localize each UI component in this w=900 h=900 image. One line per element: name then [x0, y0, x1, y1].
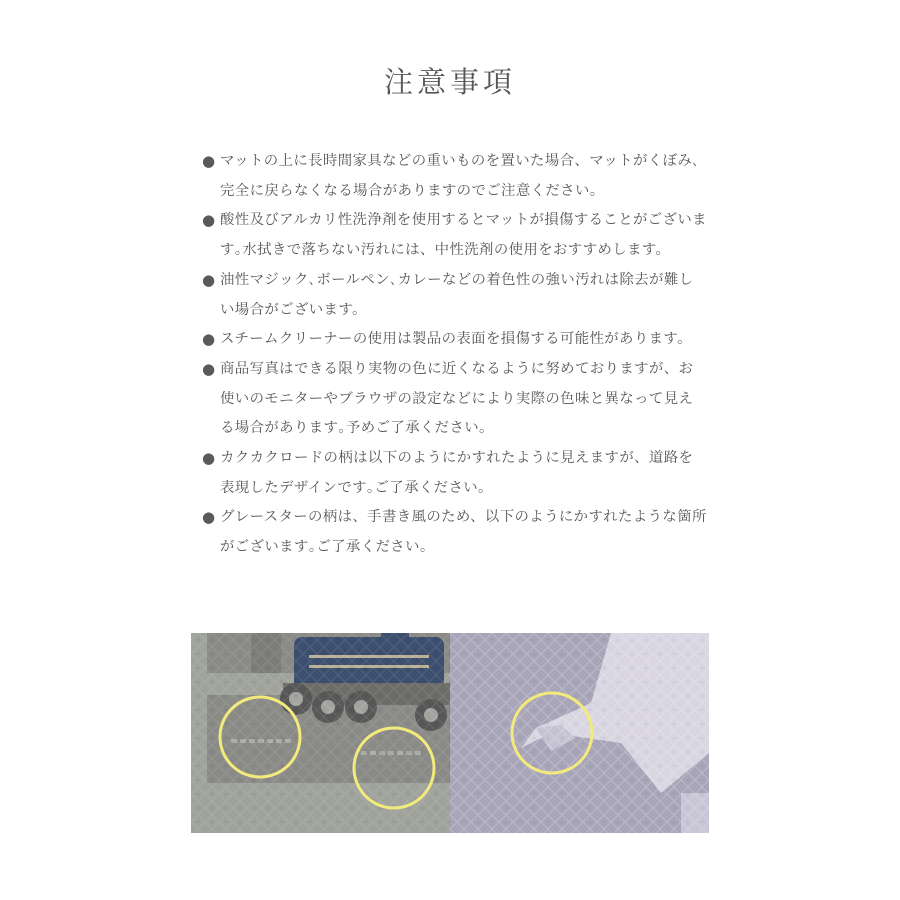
caution-item — [202, 503, 707, 562]
gray-star-pattern-photo — [450, 633, 709, 833]
caution-item — [202, 266, 707, 325]
caution-item — [202, 206, 707, 265]
caution-text: 油性マジック､ボールペン､カレーなどの着色性の強い汚れは除去が難しい場合がございます。 — [220, 271, 694, 318]
road-pattern-photo — [191, 633, 450, 833]
caution-item — [202, 147, 707, 206]
bullet-icon: ● — [202, 508, 216, 527]
caution-text: マットの上に長時間家具などの重いものを置いた場合、マットがくぼみ､完全に戻らなくなる場合がありますのでご注意ください。 — [220, 153, 700, 199]
bullet-icon: ● — [202, 359, 216, 378]
bullet-icon: ● — [202, 449, 216, 468]
pattern-photos — [191, 633, 709, 833]
caution-item — [202, 444, 707, 503]
page-title: 注意事項 — [383, 65, 516, 99]
caution-item — [202, 325, 707, 355]
bullet-icon: ● — [202, 330, 216, 349]
pattern-photos-svg — [191, 633, 709, 833]
caution-text: 商品写真はできる限り実物の色に近くなるように努めておりますが、お使いのモニターやブラウザの設定などにより実際の色味と異なって見える場合があります｡予めご了承ください。 — [220, 360, 694, 437]
bullet-icon: ● — [202, 270, 216, 289]
caution-text: 酸性及びアルカリ性洗浄剤を使用するとマットが損傷することがございます｡水拭きで落ちない汚れには、中性洗剤の使用をおすすめします。 — [220, 212, 707, 259]
caution-text: カクカクロードの柄は以下のようにかすれたように見えますが、道路を表現したデザインです｡ご了承ください。 — [220, 450, 694, 496]
caution-item — [202, 355, 707, 444]
caution-text: スチームクリーナーの使用は製品の表面を損傷する可能性があります。 — [220, 331, 692, 348]
bullet-icon: ● — [202, 152, 216, 170]
bullet-icon: ● — [202, 211, 216, 230]
caution-text: グレースターの柄は、手書き風のため、以下のようにかすれたような箇所がございます｡ご了承ください。 — [220, 509, 707, 556]
caution-list — [202, 147, 707, 563]
